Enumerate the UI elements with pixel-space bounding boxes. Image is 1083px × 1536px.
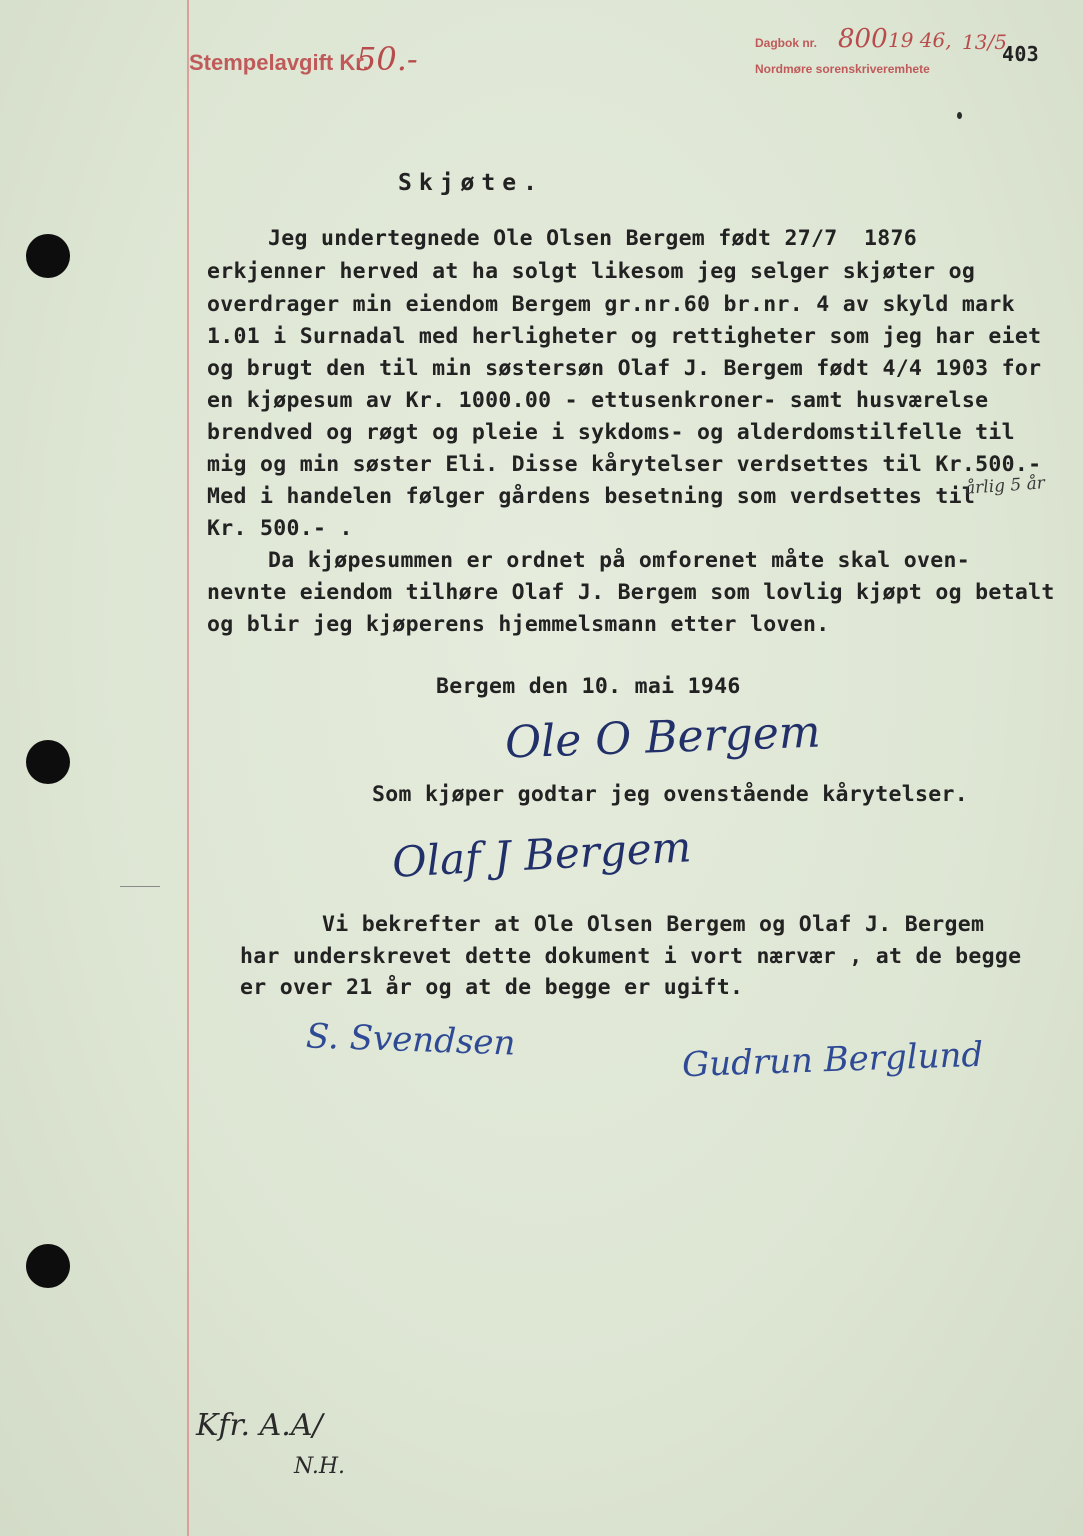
stamp-fee-value: 50.-: [356, 40, 418, 78]
stamp-dagbok-year: 19 46,: [888, 28, 952, 52]
body-line-3: overdrager min eiendom Bergem gr.nr.60 br.nr. 4 av skyld mark: [207, 292, 1015, 317]
punch-hole-middle: [26, 740, 70, 784]
buyer-signature: Olaf J Bergem: [390, 822, 693, 887]
body-line-4: 1.01 i Surnadal med herligheter og rettigheter som jeg har eiet: [207, 324, 1042, 349]
body-line-2: erkjenner herved at ha solgt likesom jeg selger skjøter og: [207, 259, 976, 284]
ink-dot: [957, 112, 962, 119]
stamp-office: Nordmøre sorenskriveremhete: [755, 62, 930, 76]
punch-hole-top: [26, 234, 70, 278]
witness-line-1: Vi bekrefter at Ole Olsen Bergem og Olaf J. Bergem: [322, 912, 985, 937]
place-date: Bergem den 10. mai 1946: [436, 674, 741, 699]
body-line-5: og brugt den til min søstersøn Olaf J. Bergem født 4/4 1903 for: [207, 356, 1042, 381]
body-line-13: og blir jeg kjøperens hjemmelsmann etter loven.: [207, 612, 830, 637]
body-line-7: brendved og røgt og pleie i sykdoms- og alderdomstilfelle til: [207, 420, 1015, 445]
witness-line-2: har underskrevet dette dokument i vort nærvær , at de begge: [240, 944, 1022, 969]
body-line-1: Jeg undertegnede Ole Olsen Bergem født 27/7 1876: [268, 226, 917, 251]
body-line-12: nevnte eiendom tilhøre Olaf J. Bergem som lovlig kjøpt og betalt: [207, 580, 1055, 605]
stamp-dagbok-number: 800: [838, 24, 888, 54]
stamp-dagbok-label: Dagbok nr.: [755, 36, 818, 50]
footer-note-initials: N.H.: [294, 1454, 346, 1479]
seller-signature: Ole O Bergem: [504, 706, 822, 769]
punch-hole-bottom: [26, 1244, 70, 1288]
page-number: 403: [1002, 42, 1040, 66]
body-line-6: en kjøpesum av Kr. 1000.00 - ettusenkroner- samt husværelse: [207, 388, 989, 413]
body-line-10: Kr. 500.- .: [207, 516, 353, 541]
margin-mark: [120, 886, 160, 887]
witness-signature-1: S. Svendsen: [305, 1016, 517, 1064]
body-line-9: Med i handelen følger gårdens besetning som verdsettes til: [207, 484, 976, 509]
witness-line-3: er over 21 år og at de begge er ugift.: [240, 975, 744, 1000]
stamp-dagbok-date: 13/5: [962, 30, 1007, 54]
margin-note: årlig 5 år: [964, 473, 1046, 499]
margin-line: [187, 0, 189, 1536]
document-title: Skjøte.: [398, 170, 544, 196]
body-line-11: Da kjøpesummen er ordnet på omforenet måte skal oven-: [268, 548, 970, 573]
stamp-fee-label: Stempelavgift Kr.: [189, 50, 369, 75]
footer-note-reference: Kfr. A.A/: [196, 1408, 323, 1443]
buyer-statement: Som kjøper godtar jeg ovenstående kårytelser.: [372, 782, 968, 807]
witness-signature-2: Gudrun Berglund: [681, 1034, 984, 1086]
body-line-8: mig og min søster Eli. Disse kårytelser verdsettes til Kr.500.-: [207, 452, 1042, 477]
